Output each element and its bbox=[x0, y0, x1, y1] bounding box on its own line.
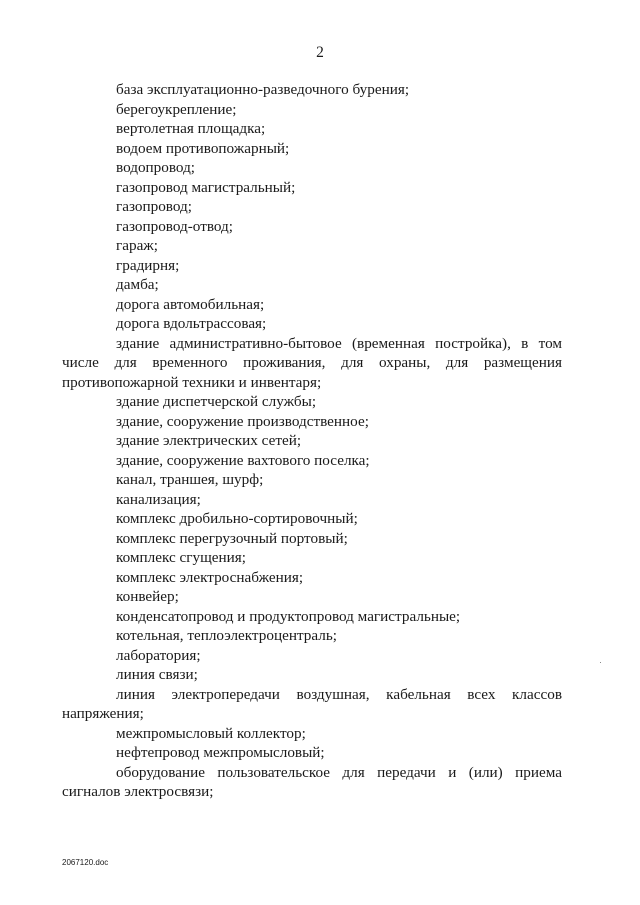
list-item: здание, сооружение производственное; bbox=[116, 412, 369, 430]
list-item: здание, сооружение вахтового поселка; bbox=[116, 451, 370, 469]
list-item: дамба; bbox=[116, 276, 159, 293]
list-item: газопровод; bbox=[116, 198, 192, 215]
list-item: водопровод; bbox=[116, 159, 196, 176]
list-item: водоем противопожарный; bbox=[116, 139, 290, 157]
list-item: межпромысловый коллектор; bbox=[116, 724, 306, 742]
list-item: комплекс сгущения; bbox=[116, 549, 246, 566]
list-item: канал, траншея, шурф; bbox=[116, 471, 264, 488]
list-item: конденсатопровод и продуктопровод магистральные; bbox=[116, 607, 461, 625]
document-filename: 2067120.doc bbox=[62, 858, 109, 867]
page-number: 2 bbox=[316, 44, 324, 61]
list-item: оборудование пользовательское для передачи и (или) приема сигналов электросвязи; bbox=[62, 763, 562, 800]
list-item: вертолетная площадка; bbox=[116, 120, 266, 137]
list-item: берегоукрепление; bbox=[116, 100, 237, 118]
scan-speck bbox=[600, 662, 601, 663]
list-item: канализация; bbox=[116, 490, 201, 508]
list-item: градирня; bbox=[116, 256, 180, 274]
list-item: дорога автомобильная; bbox=[116, 295, 265, 313]
list-item: линия электропередачи воздушная, кабельная всех классов напряжения; bbox=[62, 685, 562, 722]
list-item: комплекс электроснабжения; bbox=[116, 568, 304, 586]
list-item: лаборатория; bbox=[116, 646, 201, 664]
list-item: комплекс перегрузочный портовый; bbox=[116, 529, 348, 547]
list-item: дорога вдольтрассовая; bbox=[116, 315, 267, 332]
list-item: комплекс дробильно-сортировочный; bbox=[116, 510, 358, 527]
list-item: линия связи; bbox=[116, 666, 198, 683]
list-item: здание электрических сетей; bbox=[116, 432, 302, 449]
list-item: котельная, теплоэлектроцентраль; bbox=[116, 627, 337, 644]
list-item: гараж; bbox=[116, 237, 159, 254]
list-item: конвейер; bbox=[116, 588, 179, 605]
list-item: здание диспетчерской службы; bbox=[116, 393, 317, 410]
list-item: здание административно-бытовое (временная постройка), в том числе для временного проживания, для охраны, для размещения противопожарной техники и инвентаря; bbox=[62, 334, 562, 391]
list-item: газопровод магистральный; bbox=[116, 178, 296, 196]
document-body bbox=[62, 80, 562, 802]
list-item: газопровод-отвод; bbox=[116, 217, 233, 235]
list-item: нефтепровод межпромысловый; bbox=[116, 744, 325, 761]
list-item: база эксплуатационно-разведочного бурения; bbox=[116, 81, 410, 98]
